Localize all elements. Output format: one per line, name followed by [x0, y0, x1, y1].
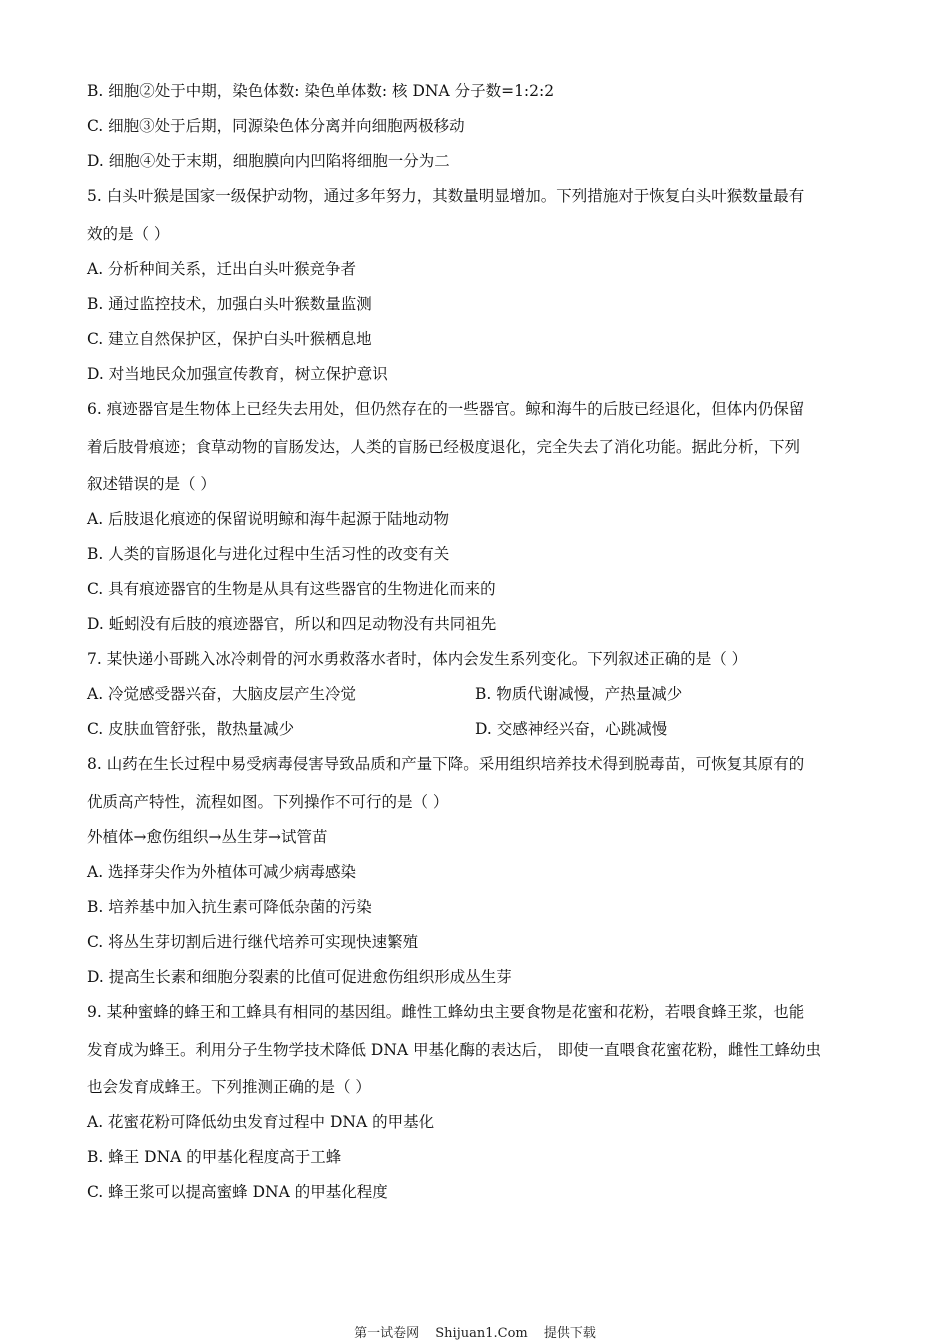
q7-stem: 7. 某快递小哥跳入冰冷刺骨的河水勇救落水者时，体内会发生系列变化。下列叙述正确的是（ ） [87, 650, 748, 668]
q7-options-row-2 [87, 719, 867, 739]
footer-site-name: 第一试卷网 [354, 1326, 420, 1341]
q8-flowchart: 外植体→愈伤组织→丛生芽→试管苗 [87, 828, 328, 846]
q4-option-d: D. 细胞④处于末期，细胞膜向内凹陷将细胞一分为二 [87, 152, 450, 170]
q6-stem-line-2: 着后肢骨痕迹；食草动物的盲肠发达，人类的盲肠已经极度退化，完全失去了消化功能。据此分析，下列 [87, 438, 801, 456]
q4-option-c: C. 细胞③处于后期，同源染色体分离并向细胞两极移动 [87, 117, 465, 135]
q5-option-a: A. 分析种间关系，迁出白头叶猴竞争者 [87, 260, 357, 278]
q6-option-b: B. 人类的盲肠退化与进化过程中生活习性的改变有关 [87, 545, 450, 563]
q7-option-a: A. 冷觉感受器兴奋，大脑皮层产生冷觉 [87, 685, 357, 703]
q7-options-row-1 [87, 684, 867, 704]
q8-option-b: B. 培养基中加入抗生素可降低杂菌的污染 [87, 898, 372, 916]
q9-stem-line-2: 发育成为蜂王。利用分子生物学技术降低 DNA 甲基化酶的表达后， 即使一直喂食花蜜花粉，雌性工蜂幼虫 [87, 1041, 821, 1059]
q6-stem-line-1: 6. 痕迹器官是生物体上已经失去用处，但仍然存在的一些器官。鲸和海牛的后肢已经退化，但体内仍保留 [87, 400, 805, 418]
q5-option-b: B. 通过监控技术，加强白头叶猴数量监测 [87, 295, 372, 313]
q6-option-a: A. 后肢退化痕迹的保留说明鲸和海牛起源于陆地动物 [87, 510, 450, 528]
q5-stem-line-2: 效的是（ ） [87, 225, 170, 243]
page-footer [0, 1326, 950, 1342]
q8-option-a: A. 选择芽尖作为外植体可减少病毒感染 [87, 863, 357, 881]
q7-option-c: C. 皮肤血管舒张，散热量减少 [87, 720, 295, 738]
q8-stem-line-2: 优质高产特性，流程如图。下列操作不可行的是（ ） [87, 793, 449, 811]
q9-stem-line-3: 也会发育成蜂王。下列推测正确的是（ ） [87, 1078, 371, 1096]
q5-stem-line-1: 5. 白头叶猴是国家一级保护动物，通过多年努力，其数量明显增加。下列措施对于恢复白头叶猴数量最有 [87, 187, 805, 205]
q8-option-d: D. 提高生长素和细胞分裂素的比值可促进愈伤组织形成丛生芽 [87, 968, 512, 986]
q9-stem-line-1: 9. 某种蜜蜂的蜂王和工蜂具有相同的基因组。雌性工蜂幼虫主要食物是花蜜和花粉，若喂食蜂王浆，也能 [87, 1003, 805, 1021]
q8-option-c: C. 将丛生芽切割后进行继代培养可实现快速繁殖 [87, 933, 419, 951]
q9-option-a: A. 花蜜花粉可降低幼虫发育过程中 DNA 的甲基化 [87, 1113, 435, 1131]
q5-option-c: C. 建立自然保护区，保护白头叶猴栖息地 [87, 330, 372, 348]
q9-option-c: C. 蜂王浆可以提高蜜蜂 DNA 的甲基化程度 [87, 1183, 388, 1201]
q8-stem-line-1: 8. 山药在生长过程中易受病毒侵害导致品质和产量下降。采用组织培养技术得到脱毒苗，可恢复其原有的 [87, 755, 805, 773]
q6-option-c: C. 具有痕迹器官的生物是从具有这些器官的生物进化而来的 [87, 580, 496, 598]
q6-option-d: D. 蚯蚓没有后肢的痕迹器官，所以和四足动物没有共同祖先 [87, 615, 497, 633]
footer-site-link[interactable]: Shijuan1.Com [435, 1326, 528, 1341]
q4-option-b: B. 细胞②处于中期，染色体数: 染色单体数: 核 DNA 分子数=1:2:2 [87, 82, 555, 100]
q9-option-b: B. 蜂王 DNA 的甲基化程度高于工蜂 [87, 1148, 342, 1166]
footer-download-note: 提供下载 [543, 1326, 596, 1341]
q7-option-b: B. 物质代谢减慢，产热量减少 [475, 685, 683, 703]
q7-option-d: D. 交感神经兴奋，心跳减慢 [475, 720, 668, 738]
q5-option-d: D. 对当地民众加强宣传教育，树立保护意识 [87, 365, 388, 383]
q6-stem-line-3: 叙述错误的是（ ） [87, 475, 216, 493]
